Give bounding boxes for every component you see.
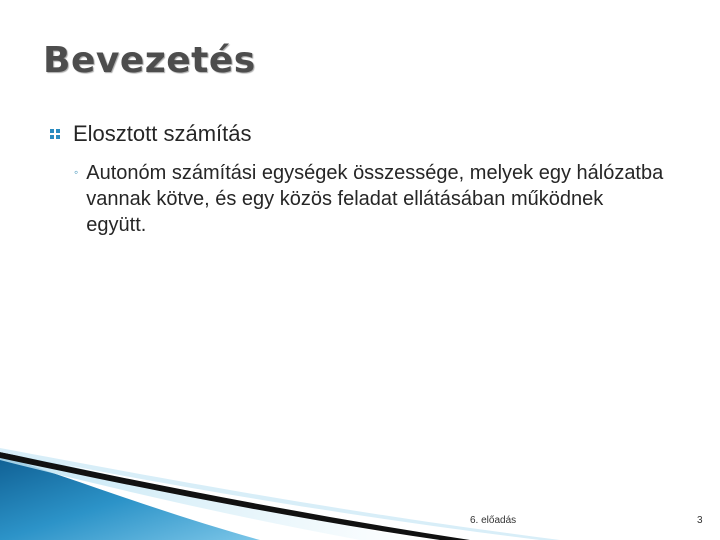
ring-bullet-icon: ◦ xyxy=(74,165,79,179)
slide-title: Bevezetés xyxy=(43,40,256,81)
bullet-level-2-text: Autonóm számítási egységek összessége, melyek egy hálózatba vannak kötve, és egy közös feladat ellátásában működnek együtt. xyxy=(86,162,664,236)
footer-page-number: 3 xyxy=(697,515,703,526)
bullet-level-2 xyxy=(74,160,674,238)
bullet-level-1-text: Elosztott számítás xyxy=(73,121,252,146)
square-bullet-icon xyxy=(49,128,63,142)
footer-lecture-label: 6. előadás xyxy=(470,515,517,526)
bullet-level-1 xyxy=(49,120,252,148)
